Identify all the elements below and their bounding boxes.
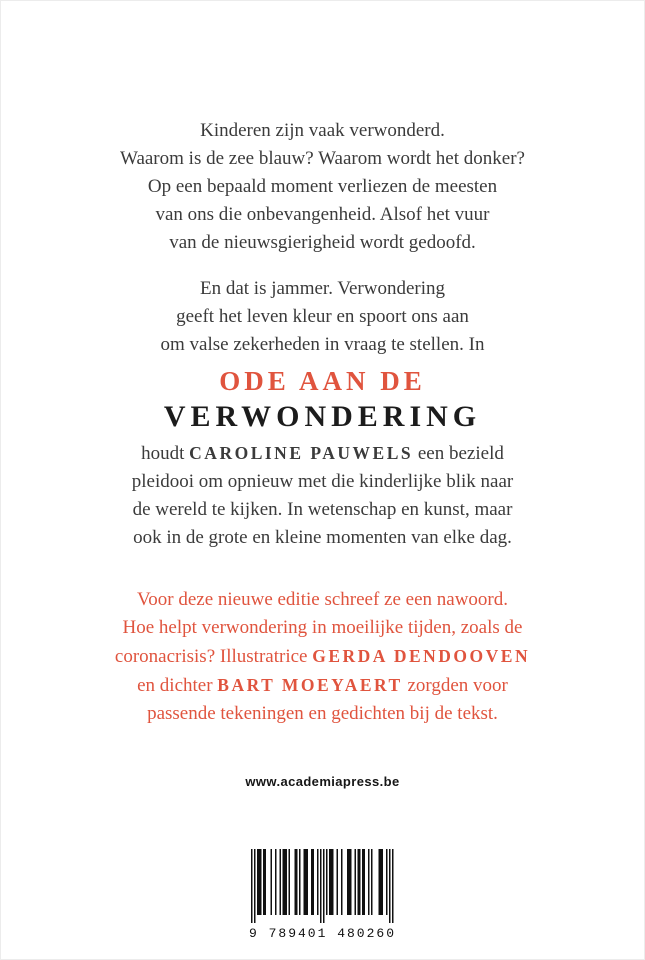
book-title-line2: VERWONDERING (163, 400, 482, 433)
text-line: van ons die onbevangenheid. Alsof het vuur (155, 204, 490, 225)
text-fragment: houdt (141, 443, 190, 464)
barcode-bars (251, 849, 394, 923)
author-name: CAROLINE PAUWELS (189, 443, 414, 463)
text-line (1, 642, 644, 671)
intro-paragraph (1, 1, 644, 257)
text-line: Kinderen zijn vaak verwonderd. (200, 120, 445, 141)
book-title-line1: ODE AAN DE (219, 366, 426, 396)
barcode-number: 9 789401 480260 (248, 926, 397, 941)
text-line: ook in de grote en kleine momenten van elke dag. (133, 527, 512, 548)
text-line: passende tekeningen en gedichten bij de tekst. (147, 703, 498, 724)
text-line: geeft het leven kleur en spoort ons aan (176, 306, 469, 327)
publisher-website-url: www.academiapress.be (245, 774, 400, 789)
text-line: En dat is jammer. Verwondering (199, 278, 445, 299)
text-line (1, 671, 644, 700)
new-edition-paragraph (1, 586, 644, 728)
text-line: om valse zekerheden in vraag te stellen. In (160, 334, 485, 355)
second-paragraph (1, 275, 644, 359)
illustrator-name: GERDA DENDOOVEN (312, 646, 531, 666)
text-line: pleidooi om opnieuw met die kinderlijke blik naar (131, 471, 514, 492)
text-line (1, 439, 644, 468)
text-fragment: een bezield (413, 443, 504, 464)
text-fragment: coronacrisis? Illustratrice (114, 646, 313, 667)
text-line: van de nieuwsgierigheid wordt gedoofd. (169, 232, 476, 253)
barcode (1, 849, 644, 941)
text-line: Voor deze nieuwe editie schreef ze een nawoord. (136, 589, 509, 610)
text-line: Op een bepaald moment verliezen de meesten (147, 176, 498, 197)
text-fragment: en dichter (137, 675, 218, 696)
text-fragment: zorgden voor (402, 675, 508, 696)
third-paragraph (1, 439, 644, 552)
poet-name: BART MOEYAERT (217, 675, 403, 695)
text-line: Waarom is de zee blauw? Waarom wordt het donker? (120, 148, 525, 169)
text-line: de wereld te kijken. In wetenschap en kunst, maar (132, 499, 513, 520)
text-line: Hoe helpt verwondering in moeilijke tijden, zoals de (122, 617, 523, 638)
